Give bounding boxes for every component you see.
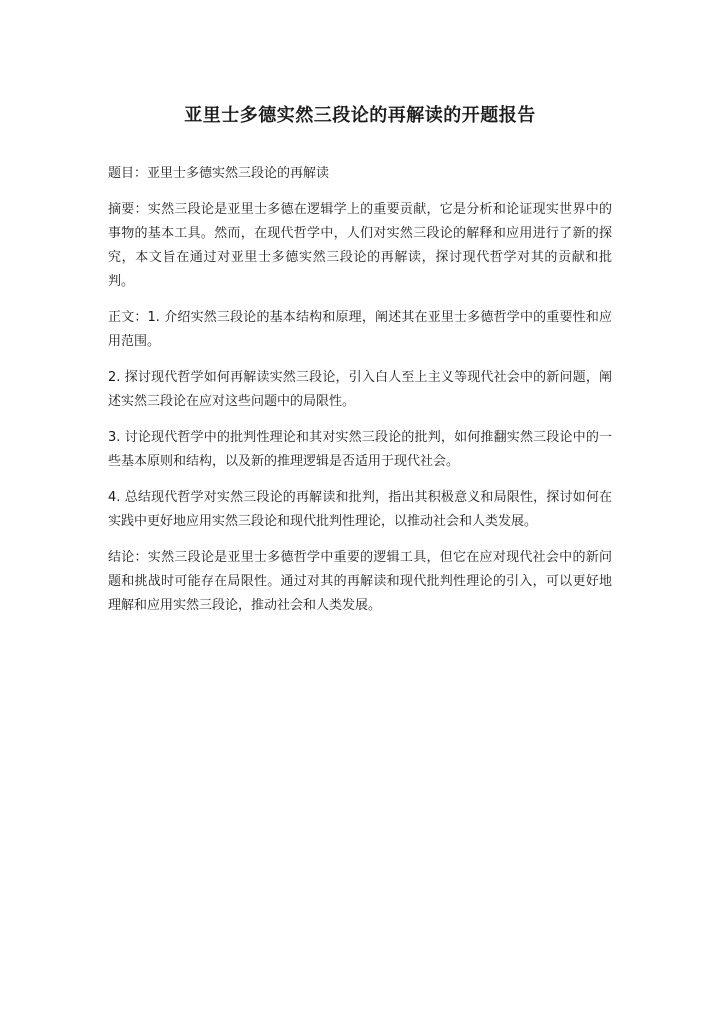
topic-paragraph: 题目：亚里士多德实然三段论的再解读 [108,166,330,181]
body-point-1-paragraph: 正文：1. 介绍实然三段论的基本结构和原理，阐述其在亚里士多德哲学中的重要性和应用范围。 [108,310,612,349]
body-point-4-paragraph: 4. 总结现代哲学对实然三段论的再解读和批判，指出其积极意义和局限性，探讨如何在实践中更好地应用实然三段论和现代批判性理论，以推动社会和人类发展。 [108,490,612,529]
abstract-paragraph: 摘要：实然三段论是亚里士多德在逻辑学上的重要贡献，它是分析和论证现实世界中的事物的基本工具。然而，在现代哲学中，人们对实然三段论的解释和应用进行了新的探究，本文旨在通过对亚里士多德实然三段论的再解读，探讨现代哲学对其的贡献和批判。 [108,202,612,289]
document-body [108,162,612,618]
conclusion-paragraph: 结论：实然三段论是亚里士多德哲学中重要的逻辑工具，但它在应对现代社会中的新问题和挑战时可能存在局限性。通过对其的再解读和现代批判性理论的引入，可以更好地理解和应用实然三段论，推动社会和人类发展。 [108,550,612,613]
body-point-2-paragraph: 2. 探讨现代哲学如何再解读实然三段论，引入白人至上主义等现代社会中的新问题，阐述实然三段论在应对这些问题中的局限性。 [108,370,612,409]
document-title: 亚里士多德实然三段论的再解读的开题报告 [184,105,536,126]
body-point-3-paragraph: 3. 讨论现代哲学中的批判性理论和其对实然三段论的批判，如何推翻实然三段论中的一些基本原则和结构，以及新的推理逻辑是否适用于现代社会。 [108,430,612,469]
